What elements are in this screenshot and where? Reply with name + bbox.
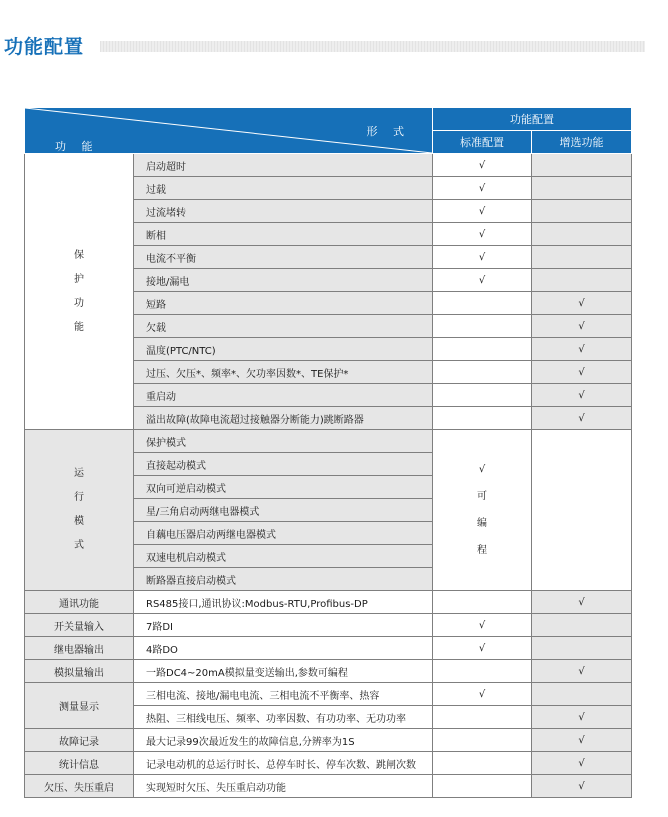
run-mode-item-label: 双速电机启动模式 xyxy=(134,545,433,568)
protection-category xyxy=(25,154,134,430)
tail-row xyxy=(25,775,632,798)
protection-category-label-char: 保 xyxy=(74,249,84,261)
run-mode-item-label: 直接起动模式 xyxy=(134,453,433,476)
optional-check xyxy=(532,246,632,269)
run-mode-category-label-char: 式 xyxy=(74,540,84,551)
run-mode-item-label: 星/三角启动两继电器模式 xyxy=(134,499,433,522)
optional-check xyxy=(532,269,632,292)
run-mode-item-label: 双向可逆启动模式 xyxy=(134,476,433,499)
run-mode-standard-cell xyxy=(433,430,532,591)
spec-label: 7路DI xyxy=(134,614,433,637)
optional-check xyxy=(532,614,632,637)
standard-check: √ xyxy=(433,614,532,637)
tail-label: 记录电动机的总运行时长、总停车时长、停车次数、跳闸次数 xyxy=(134,752,433,775)
form-label: 形 式 xyxy=(366,125,410,138)
standard-check xyxy=(433,706,532,729)
protection-item-label: 温度(PTC/NTC) xyxy=(134,338,433,361)
page-title: 功能配置 xyxy=(4,36,85,58)
tail-row xyxy=(25,729,632,752)
spec-category: 继电器输出 xyxy=(25,637,134,660)
protection-item-label: 重启动 xyxy=(134,384,433,407)
optional-check: √ xyxy=(532,315,632,338)
protection-category-label-char: 能 xyxy=(74,321,84,333)
optional-check: √ xyxy=(532,729,632,752)
programmable-char: 编 xyxy=(477,518,487,529)
protection-item-label: 过压、欠压*、频率*、欠功率因数*、TE保护* xyxy=(134,361,433,384)
standard-check: √ xyxy=(433,246,532,269)
protection-item-label: 欠载 xyxy=(134,315,433,338)
tail-category: 统计信息 xyxy=(25,752,134,775)
standard-check xyxy=(433,775,532,798)
header-diagonal-cell xyxy=(25,108,433,154)
measurement-item-label: 热阻、三相线电压、频率、功率因数、有功功率、无功功率 xyxy=(134,706,433,729)
header-row-1 xyxy=(25,108,632,131)
optional-feature-header: 增选功能 xyxy=(532,131,632,154)
protection-category-label xyxy=(25,249,133,335)
spec-label: RS485接口,通讯协议:Modbus-RTU,Profibus-DP xyxy=(134,591,433,614)
optional-check: √ xyxy=(532,384,632,407)
run-mode-category-label-char: 模 xyxy=(74,516,84,527)
programmable-char: √ xyxy=(478,464,486,475)
standard-check: √ xyxy=(433,177,532,200)
standard-check: √ xyxy=(433,223,532,246)
tail-label: 最大记录99次最近发生的故障信息,分辨率为1S xyxy=(134,729,433,752)
standard-check xyxy=(433,407,532,430)
optional-check xyxy=(532,683,632,706)
optional-check: √ xyxy=(532,338,632,361)
protection-item-label: 断相 xyxy=(134,223,433,246)
run-mode-item-label: 保护模式 xyxy=(134,430,433,453)
spec-row xyxy=(25,637,632,660)
optional-check xyxy=(532,177,632,200)
optional-check: √ xyxy=(532,660,632,683)
standard-config-header: 标准配置 xyxy=(433,131,532,154)
measurement-item-label: 三相电流、接地/漏电电流、三相电流不平衡率、热容 xyxy=(134,683,433,706)
standard-check: √ xyxy=(433,154,532,177)
run-mode-category-label-char: 行 xyxy=(74,492,84,503)
standard-check: √ xyxy=(433,683,532,706)
optional-check: √ xyxy=(532,706,632,729)
tail-category: 欠压、失压重启 xyxy=(25,775,134,798)
spec-category: 开关量输入 xyxy=(25,614,134,637)
optional-check xyxy=(532,637,632,660)
spec-label: 4路DO xyxy=(134,637,433,660)
run-mode-category-label xyxy=(25,467,133,553)
measurement-category: 测量显示 xyxy=(25,683,134,729)
protection-category-label-char: 功 xyxy=(74,297,84,309)
standard-check: √ xyxy=(433,200,532,223)
standard-check xyxy=(433,292,532,315)
feature-config-table xyxy=(24,107,632,798)
optional-check xyxy=(532,223,632,246)
run-mode-optional-cell xyxy=(532,430,632,591)
measurement-row xyxy=(25,683,632,706)
spec-category: 模拟量输出 xyxy=(25,660,134,683)
protection-category-label-char: 护 xyxy=(74,273,84,285)
standard-check xyxy=(433,338,532,361)
run-mode-category xyxy=(25,430,134,591)
optional-check: √ xyxy=(532,752,632,775)
title-divider-bar xyxy=(100,41,645,52)
optional-check: √ xyxy=(532,591,632,614)
optional-check: √ xyxy=(532,775,632,798)
spec-row xyxy=(25,591,632,614)
run-mode-row xyxy=(25,430,632,453)
run-mode-item-label: 断路器直接启动模式 xyxy=(134,568,433,591)
standard-check xyxy=(433,729,532,752)
protection-item-label: 电流不平衡 xyxy=(134,246,433,269)
optional-check: √ xyxy=(532,407,632,430)
optional-check xyxy=(532,200,632,223)
optional-check: √ xyxy=(532,292,632,315)
protection-item-label: 短路 xyxy=(134,292,433,315)
standard-check xyxy=(433,315,532,338)
standard-check xyxy=(433,361,532,384)
standard-check xyxy=(433,660,532,683)
protection-item-label: 溢出故障(故障电流超过接触器分断能力)跳断路器 xyxy=(134,407,433,430)
spec-row xyxy=(25,660,632,683)
standard-check xyxy=(433,384,532,407)
run-mode-category-label-char: 运 xyxy=(74,468,84,479)
programmable-label xyxy=(433,464,531,556)
programmable-char: 可 xyxy=(477,491,487,502)
run-mode-item-label: 自藕电压器启动两继电器模式 xyxy=(134,522,433,545)
tail-row xyxy=(25,752,632,775)
protection-item-label: 启动超时 xyxy=(134,154,433,177)
spec-label: 一路DC4~20mA模拟量变送输出,参数可编程 xyxy=(134,660,433,683)
programmable-char: 程 xyxy=(477,545,487,556)
spec-category: 通讯功能 xyxy=(25,591,134,614)
config-header: 功能配置 xyxy=(433,108,632,131)
protection-item-label: 过载 xyxy=(134,177,433,200)
optional-check xyxy=(532,154,632,177)
standard-check xyxy=(433,591,532,614)
tail-category: 故障记录 xyxy=(25,729,134,752)
protection-item-label: 过流堵转 xyxy=(134,200,433,223)
standard-check: √ xyxy=(433,269,532,292)
optional-check: √ xyxy=(532,361,632,384)
standard-check xyxy=(433,752,532,775)
protection-row xyxy=(25,154,632,177)
spec-row xyxy=(25,614,632,637)
function-label: 功 能 xyxy=(55,140,99,153)
tail-label: 实现短时欠压、失压重启动功能 xyxy=(134,775,433,798)
standard-check: √ xyxy=(433,637,532,660)
protection-item-label: 接地/漏电 xyxy=(134,269,433,292)
